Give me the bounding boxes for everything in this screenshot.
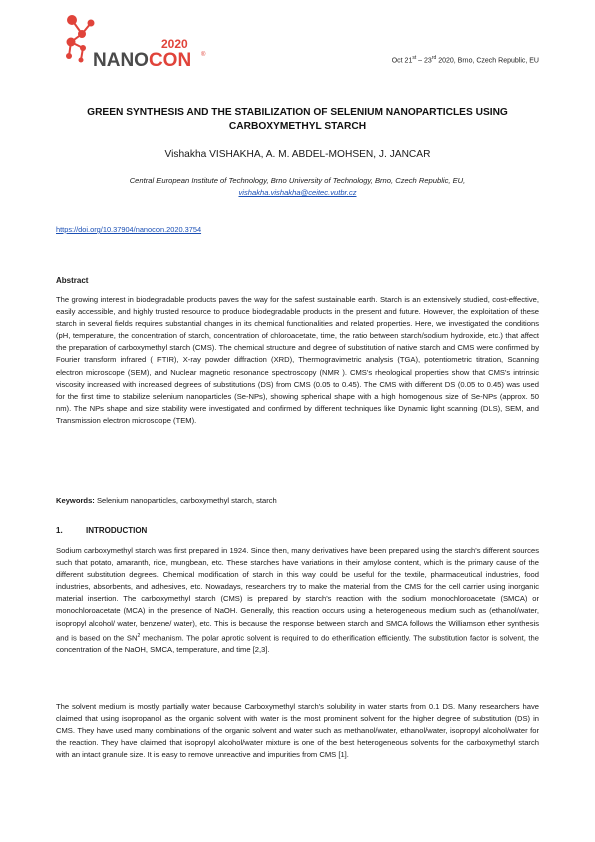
logo-year: 2020	[161, 37, 188, 51]
section-title: INTRODUCTION	[86, 526, 148, 535]
keywords	[56, 496, 277, 505]
molecule-icon	[66, 15, 95, 63]
doi-link[interactable]: https://doi.org/10.37904/nanocon.2020.3754	[56, 225, 202, 234]
affiliation-text: Central European Institute of Technology, Brno University of Technology, Brno, Czech Republic, EU,	[129, 176, 466, 185]
author-email-link[interactable]: vishakha.vishakha@ceitec.vutbr.cz	[238, 188, 357, 197]
paper-title: GREEN SYNTHESIS AND THE STABILIZATION OF SELENIUM NANOPARTICLES USING CARBOXYMETHYL STARCH	[87, 107, 508, 132]
logo-wordmark-nano: NANO	[93, 50, 149, 70]
logo-registered-mark: ®	[201, 52, 206, 58]
author-affiliation	[56, 175, 539, 199]
paper-authors: Vishakha VISHAKHA, A. M. ABDEL-MOHSEN, J. JANCAR	[164, 149, 431, 160]
section-number: 1.	[56, 526, 63, 535]
nanocon-logo	[57, 10, 217, 70]
logo-wordmark-con: CON	[148, 50, 192, 70]
keywords-label: Keywords:	[56, 496, 95, 505]
logo-wordmark	[93, 50, 191, 70]
keywords-list: Selenium nanoparticles, carboxymethyl starch, starch	[96, 496, 277, 505]
section-heading-introduction	[56, 526, 147, 535]
abstract-heading: Abstract	[56, 276, 89, 285]
abstract-text: The growing interest in biodegradable products paves the way for the safest sustainable earth. Starch is an extensively studied, cost-effective, easily accessible, and highly trusted resource to produce biodegradable products in the present and future. However, the exploitation of these starch in several fields requires substantial changes in its chemical functionalities and related properties. Here, we investigated the conditions (pH, temperature, the concentration of starch, concentration of chloroacetate, time, the ratio between starch/sodium hydroxide, etc.) that affect the preparation of carboxymethyl starch (CMS). The chemical structure and degree of substitution of native starch and CMS were confirmed by Fourier transform infrared ( FTIR), X-ray powder diffraction (XRD), Thermogravimetric analysis (TGA), potentiometric titration, Scanning electron microscope (SEM), and Nuclear magnetic resonance spectroscopy (NMR ). CMS's rheological properties show that CMS's intrinsic viscosity increased with increased degrees of substitutions (DS) from CMS (0.05 to 0.45). The CMS with different DS (0.05 to 0.45) was used for the first time to stabilize selenium nanoparticles (Se-NPs), showing spherical shape with a high homogenous size of Se-NPs (approx. 50 nm). The NPs shape and size stability were investigated and confirmed by different techniques like Dynamic light scanning (DLS), SEM, and Transmission electron microscope (TEM).	[56, 295, 539, 425]
intro-paragraph-2: The solvent medium is mostly partially water because Carboxymethyl starch's solubility in water starts from 0.1 DS. Many researchers have claimed that using isopropanol as the organic solvent with water is the most prominent solvent for the higher degree of substitution (DS) in CMS. They have used many combinations of the organic solvent and water such as methanol/water, ethanol/water, isopropyl alcohol/water for the reaction. They have claimed that isopropyl alcohol/water mixture is one of the best heterogeneous solvents for the carboxymethyl starch with an intact granule size. It is easy to remove unreactive and impurities from CMS [1].	[56, 702, 539, 760]
conference-date-location: Oct 21st – 23rd 2020, Brno, Czech Republic, EU	[391, 55, 539, 65]
intro-paragraph-1: Sodium carboxymethyl starch was first prepared in 1924. Since then, many derivatives have been prepared using the starch's different sources such that potato, amaranth, rice, mungbean, etc. These starches have variations in their amylose content, which is the primary cause of the different substitution degrees. Chemical modification of starch in this way could be useful for the textile, pharmaceutical industries, food industries, absorbents, and adhesives, etc. Nowadays, researchers try to make the material from the CMS for the cell carrier using inorganic material insertion. The carboxymethyl starch (CMS) is prepared by starch's reaction with the sodium monochloroacetate (SMCA) or monochloroacetate (MCA) in the presence of NaOH. Generally, this reaction occurs using a heterogeneous medium such as (ethanol/water, isopropyl alcohol/ water, benzene/ water), etc. This is because the response between starch and SMCA follows the Williamson ether synthesis and is based on the $SN^2$ mechanism. The polar aprotic solvent is required to do etherification efficiently. The substitution factor is solvent, the concentration of the NaOH, SMCA, temperature, and time [2,3].	[56, 546, 539, 655]
